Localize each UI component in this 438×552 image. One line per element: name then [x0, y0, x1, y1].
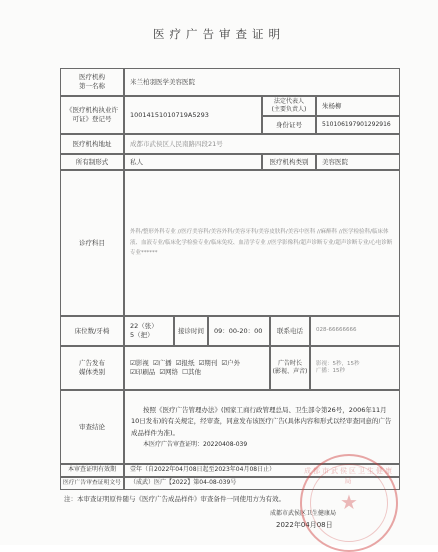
address-label: 医疗机构地址: [60, 134, 124, 154]
duration-label: 广告时长 (影视、声音): [270, 346, 310, 390]
media-label: 广告发布 媒体类别: [60, 346, 124, 390]
ownership-label: 所有制形式: [60, 154, 124, 170]
id-label: 身份证号: [262, 116, 316, 134]
validity-value: 壹年（自2022年04月08日起至2023年04月08日止）: [124, 464, 400, 477]
legal-rep-label: 法定代表人 (主要负责人): [262, 96, 316, 116]
validity-label: 本审查证明有效期: [60, 464, 124, 477]
issue-date: 2022年04月08日: [276, 521, 333, 529]
conclusion-label: 审查结论: [60, 390, 124, 464]
org-name-value: 米兰柏羽医学美容医院: [124, 68, 400, 96]
conclusion-box: [124, 390, 400, 464]
legal-rep-value: 朱杨柳: [316, 96, 400, 116]
seal-text: 成都市武侯区卫生健康局: [304, 467, 394, 485]
ownership-value: 私人: [124, 154, 262, 170]
phone-label: 联系电话: [270, 316, 310, 346]
official-seal-icon: [300, 454, 398, 552]
id-value: 510106197901292916: [316, 116, 400, 134]
media-option-other: ☐其他: [182, 368, 201, 376]
subjects-value: 外科/整形外科专业 //医疗美容科/美容外科/美容牙科/美容皮肤科/美容中医科 //麻醉科 //医学检验科/临床体液、血液专业/临床化学检验专业/临床免疫、血清学专业 //医学影像科/超声诊断专业/超声诊断专业/心电诊断专业******: [124, 170, 400, 316]
hours-label: 接诊时间: [174, 316, 208, 346]
license-label: 《医疗机构执业许 可证》登记号: [60, 96, 124, 134]
media-options: [124, 346, 270, 390]
hours-value: 09：00-20：00: [208, 316, 270, 346]
media-option-periodical: ☑期刊: [198, 359, 218, 368]
address-value: 成都市武侯区人民南路四段21号: [124, 134, 400, 154]
media-option-newspaper: ☑报纸: [175, 359, 195, 368]
category-label: 医疗机构类别: [262, 154, 316, 170]
media-option-print: ☑印刷品: [130, 368, 156, 376]
phone-value: 028-66666666: [310, 316, 400, 346]
license-value: 10014151010719A5293: [124, 96, 262, 134]
media-option-tv: ☑影视: [130, 359, 149, 368]
beds-label: 床位数/牙椅: [60, 316, 124, 346]
media-option-radio: ☑广播: [152, 359, 172, 368]
cert-number-label: 医疗广告审查证明文号: [60, 477, 124, 490]
issuer-name: 成都市武侯区卫生健康局: [270, 510, 337, 517]
footer-note: 注：本审查证明原件随与《医疗广告成品样件》审查备件一同使用方为有效。: [64, 495, 285, 503]
conclusion-text: 按照《医疗广告管理办法》(国家工商行政管理总局、卫生部令第26号，2006年11月10日发布)的有关规定，经审查，同意发布该医疗广告(具体内容和形式以经审查同意的广告成品样件为准)。: [131, 405, 392, 437]
beds-value: 22（张） 5（把）: [124, 316, 174, 346]
org-name-label: 医疗机构 第一名称: [60, 68, 124, 96]
media-option-internet: ☑网络: [159, 368, 179, 376]
seal-star-icon: ★: [340, 490, 358, 514]
category-value: 美容医院: [316, 154, 400, 170]
media-option-outdoor: ☑户外: [221, 359, 241, 368]
subjects-label: 诊疗科目: [60, 170, 124, 316]
duration-value: 影视：5秒，15秒 广播：15秒: [310, 346, 400, 390]
conclusion-cert-number: 本医疗广告审查证明：20220408-039: [143, 441, 248, 449]
document-title: 医疗广告审查证明: [153, 27, 285, 41]
cert-number-value: （成武）医广【2022】第04-08-039号: [124, 477, 400, 490]
